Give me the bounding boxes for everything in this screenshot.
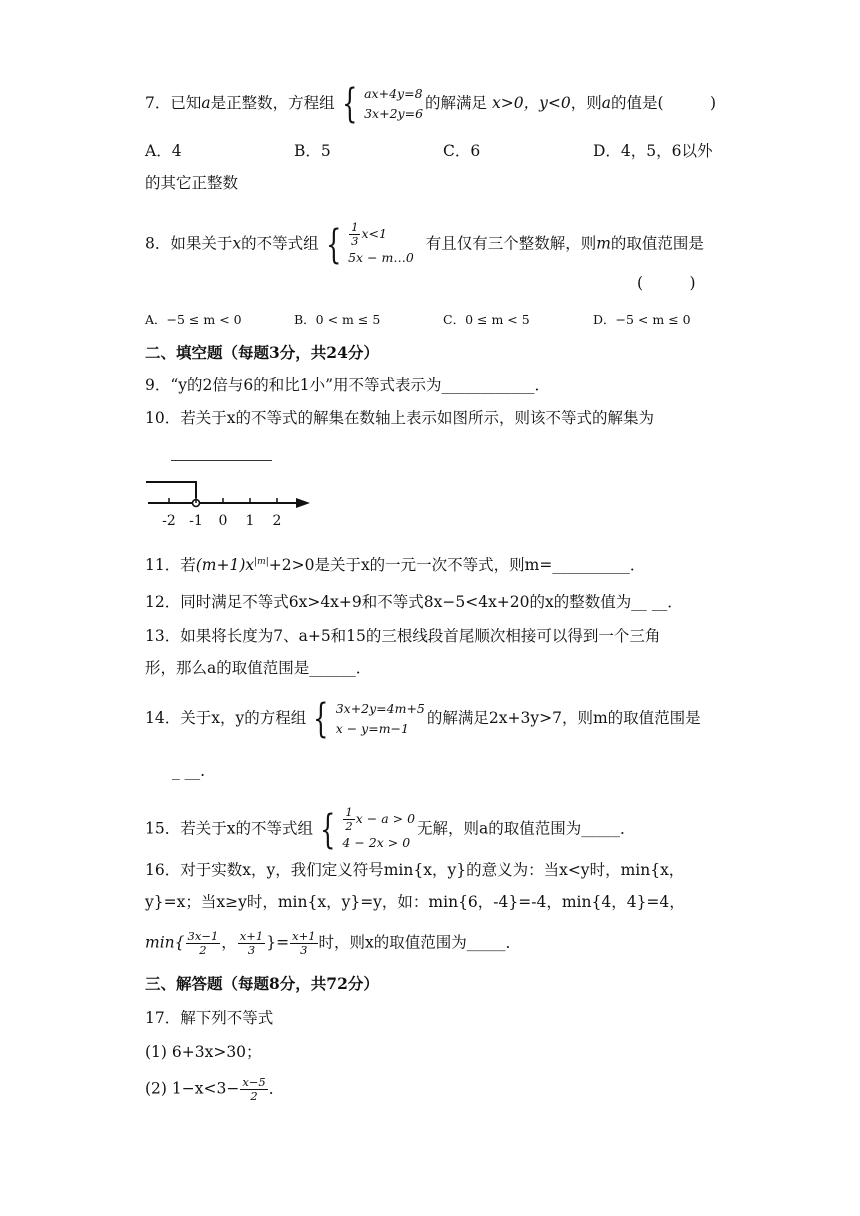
q8-answer-paren: ( ) bbox=[637, 274, 696, 292]
question-10: 10．若关于x的不等式的解集在数轴上表示如图所示，则该不等式的解集为 bbox=[145, 409, 654, 427]
q7-option-d: D．4，5，6以外 bbox=[593, 142, 713, 160]
question-9: 9．“y的2倍与6的和比1小”用不等式表示为____________． bbox=[145, 376, 551, 394]
question-14: 14．关于x，y的方程组 { 3x+2y=4m+5 x − y=m−1 的解满足2x+3y>7，则m的取值范围是 bbox=[145, 696, 701, 742]
q7-option-a: A．4 bbox=[145, 142, 182, 160]
question-7: 7．已知a是正整数，方程组 { ax+4y=8 3x+2y=6 的解满足 x>0，y<0，则a的值是( ) bbox=[145, 81, 717, 127]
question-8: 8．如果关于x的不等式组 { $\frac{1}{3}$ x<1 5x − m…0 有且仅有三个整数解，则m的取值范围是 bbox=[145, 220, 704, 268]
q7-option-d-cont: 的其它正整数 bbox=[145, 174, 239, 192]
q10-answer-line bbox=[171, 460, 272, 461]
section-2-heading: 二、填空题（每题3分，共24分） bbox=[145, 343, 379, 362]
tick-label: 1 bbox=[245, 513, 255, 529]
q8-option-b: B．0 < m ≤ 5 bbox=[294, 312, 381, 327]
inequality-system: { $\frac{1}{2}$ x − a > 0 4 − 2x > 0 bbox=[320, 805, 416, 853]
tick-label: 0 bbox=[218, 513, 228, 529]
number-line-arrow bbox=[296, 498, 310, 508]
q8-option-c: C．0 ≤ m < 5 bbox=[443, 312, 530, 327]
q7-option-b: B．5 bbox=[294, 142, 331, 160]
question-16-line-2: y}=x；当x≥y时，min{x，y}=y，如：min{6，-4}=-4，min{4，4}=4， bbox=[145, 893, 685, 911]
tick-label: -2 bbox=[162, 513, 176, 529]
tick-label: 2 bbox=[272, 513, 282, 529]
question-12: 12．同时满足不等式6x>4x+9和不等式8x−5<4x+20的x的整数值为__ __． bbox=[145, 593, 683, 611]
number-line-figure bbox=[140, 470, 315, 532]
equation-system: { ax+4y=8 3x+2y=6 bbox=[341, 81, 424, 127]
q7-option-c: C．6 bbox=[443, 142, 481, 160]
question-16-line-3: min{ $\frac{3x-1}{2}$ ， $\frac{x+1}{3}$ }= $\frac{x+1}{3}$ 时，则x的取值范围为_____． bbox=[145, 929, 522, 957]
question-17-part-2: (2) 1−x<3− $\frac{x-5}{2}$ ． bbox=[145, 1075, 285, 1103]
inequality-system: { $\frac{1}{3}$ x<1 5x − m…0 bbox=[325, 220, 414, 268]
question-16-line-1: 16．对于实数x，y，我们定义符号min{x，y}的意义为：当x<y时，min{x， bbox=[145, 861, 685, 879]
solution-ray bbox=[146, 482, 196, 498]
q8-option-d: D．−5 < m ≤ 0 bbox=[593, 312, 691, 327]
tick-label: -1 bbox=[189, 513, 203, 529]
section-3-heading: 三、解答题（每题8分，共72分） bbox=[145, 974, 379, 993]
q8-option-a: A．−5 ≤ m < 0 bbox=[145, 312, 242, 327]
question-17-title: 17．解下列不等式 bbox=[145, 1009, 274, 1027]
question-13-line-2: 形，那么a的取值范围是______． bbox=[145, 659, 372, 677]
question-14-line-2: _ __. bbox=[172, 762, 206, 780]
question-15: 15．若关于x的不等式组 { $\frac{1}{2}$ x − a > 0 4 − 2x > 0 无解，则a的取值范围为_____． bbox=[145, 805, 636, 853]
equation-system: { 3x+2y=4m+5 x − y=m−1 bbox=[313, 696, 425, 742]
question-11: 11．若$(m+1)x^{|m|}+2>0$是关于x的一元一次不等式，则m=__________． bbox=[145, 556, 646, 575]
question-13-line-1: 13．如果将长度为7、a+5和15的三根线段首尾顺次相接可以得到一个三角 bbox=[145, 627, 661, 645]
question-17-part-1: (1) 6+3x>30； bbox=[145, 1043, 262, 1061]
